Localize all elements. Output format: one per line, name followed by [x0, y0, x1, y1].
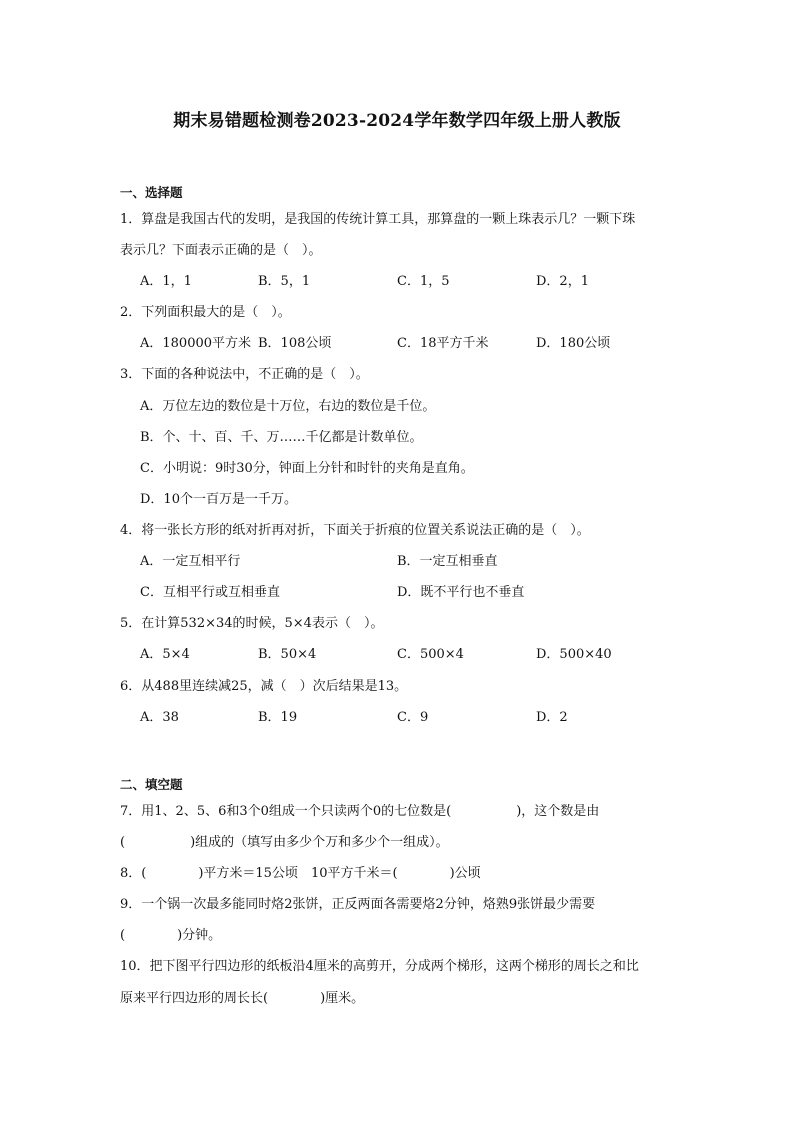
- q2-option-d: D．180公顷: [536, 336, 611, 351]
- question-6-line-1: 6．从488里连续减25，减（ ）次后结果是13。: [120, 679, 408, 694]
- q3-option-c: C．小明说：9时30分，钟面上分针和时针的夹角是直角。: [140, 461, 474, 476]
- question-9-line-1: 9．一个锅一次最多能同时烙2张饼，正反两面各需要烙2分钟，烙熟9张饼最少需要: [120, 897, 596, 912]
- q2-option-b: B．108公顷: [258, 336, 332, 351]
- q5-option-b: B．50×4: [258, 647, 317, 662]
- question-9-line-2: ( )分钟。: [120, 928, 222, 943]
- q6-option-b: B．19: [258, 710, 298, 725]
- q6-option-c: C．9: [397, 710, 429, 725]
- q4-option-d: D．既不平行也不垂直: [397, 585, 525, 600]
- q3-option-b: B．个、十、百、千、万……千亿都是计数单位。: [140, 430, 423, 445]
- question-1-line-2: 表示几？下面表示正确的是（ ）。: [120, 243, 322, 258]
- q1-option-b: B．5，1: [258, 274, 311, 289]
- q5-option-a: A．5×4: [140, 647, 190, 662]
- q2-option-a: A．180000平方米: [140, 336, 252, 351]
- q4-option-b: B．一定互相垂直: [397, 554, 498, 569]
- q6-option-d: D．2: [536, 710, 568, 725]
- question-1-line-1: 1．算盘是我国古代的发明，是我国的传统计算工具，那算盘的一颗上珠表示几？一颗下珠: [120, 212, 636, 227]
- q1-option-a: A．1，1: [140, 274, 192, 289]
- question-8-line-1: 8．( )平方米＝15公顷 10平方千米＝( )公顷: [120, 866, 481, 881]
- q4-option-c: C．互相平行或互相垂直: [140, 585, 280, 600]
- question-2-line-1: 2．下列面积最大的是（ ）。: [120, 305, 291, 320]
- question-4-line-1: 4．将一张长方形的纸对折再对折，下面关于折痕的位置关系说法正确的是（ ）。: [120, 523, 590, 538]
- q3-option-a: A．万位左边的数位是十万位，右边的数位是千位。: [140, 399, 436, 414]
- exam-title: 期末易错题检测卷2023-2024学年数学四年级上册人教版: [173, 111, 621, 131]
- q6-option-a: A．38: [140, 710, 179, 725]
- q4-option-a: A．一定互相平行: [140, 554, 241, 569]
- q1-option-c: C．1，5: [397, 274, 450, 289]
- question-10-line-2: 原来平行四边形的周长长( )厘米。: [120, 991, 365, 1006]
- q3-option-d: D．10个一百万是一千万。: [140, 492, 297, 507]
- section-heading-fill: 二、填空题: [120, 777, 183, 792]
- q2-option-c: C．18平方千米: [397, 336, 489, 351]
- question-7-line-2: ( )组成的（填写由多少个万和多少个一组成）。: [120, 835, 449, 850]
- question-7-line-1: 7．用1、2、5、6和3个0组成一个只读两个0的七位数是( )，这个数是由: [120, 804, 600, 819]
- section-heading-choice: 一、选择题: [120, 185, 183, 200]
- question-3-line-1: 3．下面的各种说法中，不正确的是（ ）。: [120, 367, 369, 382]
- q5-option-d: D．500×40: [536, 647, 612, 662]
- q1-option-d: D．2，1: [536, 274, 589, 289]
- question-10-line-1: 10．把下图平行四边形的纸板沿4厘米的高剪开，分成两个梯形，这两个梯形的周长之和比: [120, 959, 639, 974]
- q5-option-c: C．500×4: [397, 647, 464, 662]
- question-5-line-1: 5．在计算532×34的时候，5×4表示（ ）。: [120, 616, 384, 631]
